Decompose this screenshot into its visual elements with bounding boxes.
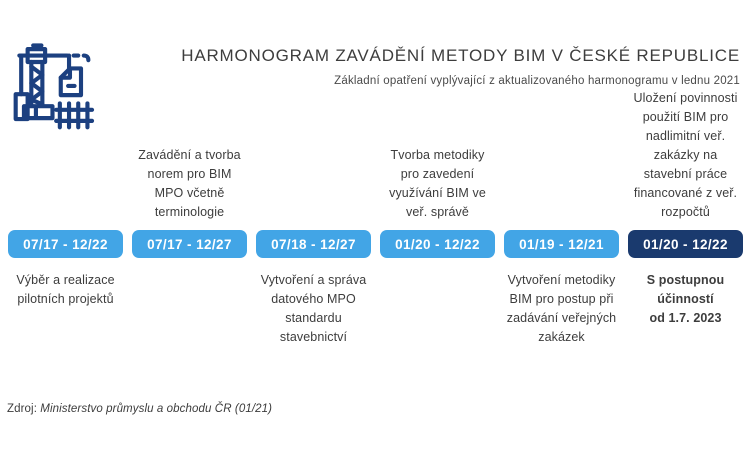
header xyxy=(180,46,740,87)
source-text: Ministerstvo průmyslu a obchodu ČR (01/21) xyxy=(40,403,273,415)
milestone-text-above: Uložení povinnosti použití BIM pro nadlimitní veř. zakázky na stavební práce financované z veř. rozpočtů xyxy=(633,91,738,219)
milestone-text-above: Zavádění a tvorba norem pro BIM MPO včetně terminologie xyxy=(138,148,241,219)
timeline-column-2 xyxy=(132,108,247,347)
milestone-text-above xyxy=(256,108,371,222)
milestone-text-above xyxy=(504,108,619,222)
date-range-badge: 07/17 - 12/27 xyxy=(132,230,247,258)
timeline-column-5 xyxy=(504,108,619,347)
milestone-text-below: Výběr a realizace pilotních projektů xyxy=(16,273,115,306)
timeline xyxy=(8,91,743,347)
page-subtitle: Základní opatření vyplývající z aktualizovaného harmonogramu v lednu 2021 xyxy=(334,75,740,87)
milestone-text-below: S postupnou účinností od 1.7. 2023 xyxy=(646,273,725,325)
source-line xyxy=(7,403,272,415)
timeline-column-4 xyxy=(380,108,495,347)
date-range-badge: 01/19 - 12/21 xyxy=(504,230,619,258)
date-range-badge: 07/17 - 12/22 xyxy=(8,230,123,258)
milestone-text-below: Vytvoření metodiky BIM pro postup při zadávání veřejných zakázek xyxy=(506,273,617,344)
timeline-column-1 xyxy=(8,108,123,347)
date-range-badge-dark: 01/20 - 12/22 xyxy=(628,230,743,258)
milestone-text-above: Tvorba metodiky pro zavedení využívání BIM ve veř. správě xyxy=(389,148,486,219)
page-title: HARMONOGRAM ZAVÁDĚNÍ METODY BIM V ČESKÉ REPUBLICE xyxy=(181,46,740,65)
date-range-badge: 01/20 - 12/22 xyxy=(380,230,495,258)
milestone-text-below: Vytvoření a správa datového MPO standardu stavebnictví xyxy=(260,273,367,344)
date-range-badge: 07/18 - 12/27 xyxy=(256,230,371,258)
source-label: Zdroj: xyxy=(7,403,37,415)
timeline-column-6 xyxy=(628,91,743,347)
timeline-column-3 xyxy=(256,108,371,347)
milestone-text-above xyxy=(8,108,123,222)
